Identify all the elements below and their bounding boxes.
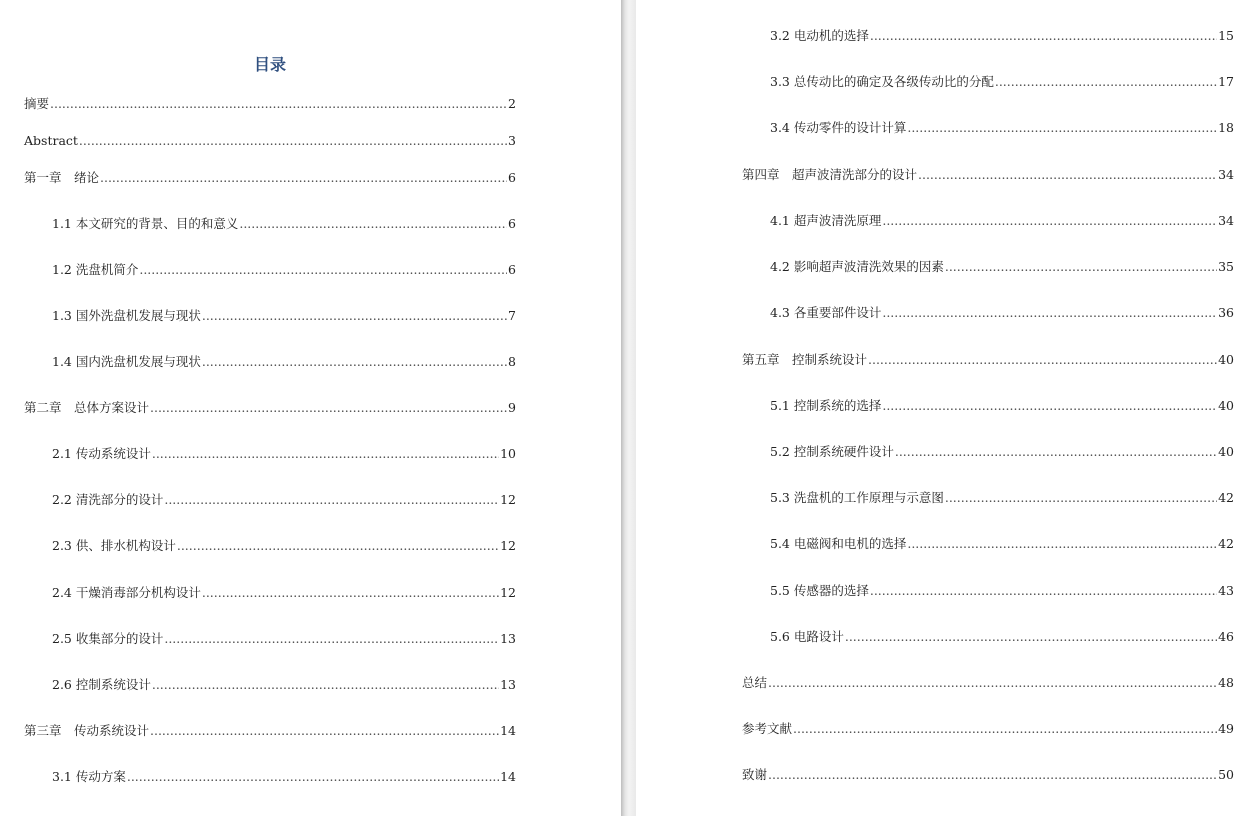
toc-entry-text: 5.3 洗盘机的工作原理与示意图: [770, 490, 944, 505]
toc-entry-page: 12: [500, 492, 516, 507]
toc-leader: [239, 216, 507, 232]
toc-entry-text: 第五章 控制系统设计: [742, 352, 868, 367]
toc-entry[interactable]: [770, 398, 1234, 414]
toc-entry-page: 8: [508, 354, 516, 369]
toc-entry[interactable]: [770, 583, 1234, 599]
toc-entry-page: 43: [1218, 583, 1234, 598]
toc-entry-text: 致谢: [742, 767, 768, 782]
toc-entry-page: 9: [508, 400, 516, 415]
toc-leader: [152, 677, 499, 693]
toc-leader: [845, 629, 1217, 645]
toc-entry[interactable]: [52, 631, 516, 647]
toc-entry-page: 15: [1218, 28, 1234, 43]
toc-leader: [907, 536, 1217, 552]
toc-entry-page: 17: [1218, 74, 1234, 89]
toc-entry-text: 2.2 清洗部分的设计: [52, 492, 164, 507]
toc-entry-text: 5.1 控制系统的选择: [770, 398, 882, 413]
toc-entry[interactable]: [742, 721, 1234, 737]
toc-entry[interactable]: [770, 444, 1234, 460]
toc-entry[interactable]: [24, 96, 516, 112]
toc-entry[interactable]: [742, 167, 1234, 183]
toc-entry-text: 5.5 传感器的选择: [770, 583, 869, 598]
toc-entry[interactable]: [742, 767, 1234, 783]
toc-leader: [177, 538, 499, 554]
toc-entry-page: 3: [508, 133, 516, 148]
toc-entry-text: 1.2 洗盘机简介: [52, 262, 139, 277]
page-right: [636, 0, 1238, 816]
toc-entry-text: 总结: [742, 675, 768, 690]
toc-entry[interactable]: [52, 216, 516, 232]
toc-entry-text: 3.2 电动机的选择: [770, 28, 869, 43]
toc-entry-page: 13: [500, 677, 516, 692]
toc-entry[interactable]: [52, 446, 516, 462]
toc-leader: [882, 213, 1217, 229]
toc-entry-text: 3.1 传动方案: [52, 769, 126, 784]
toc-entry[interactable]: [52, 677, 516, 693]
toc-leader: [870, 28, 1217, 44]
toc-leader: [870, 583, 1217, 599]
toc-entry-text: 5.4 电磁阀和电机的选择: [770, 536, 907, 551]
toc-entry[interactable]: [770, 213, 1234, 229]
toc-entry[interactable]: [770, 629, 1234, 645]
toc-entry[interactable]: [52, 354, 516, 370]
toc-entry-text: 1.3 国外洗盘机发展与现状: [52, 308, 201, 323]
toc-entry-page: 42: [1218, 490, 1234, 505]
toc-entry-page: 14: [500, 769, 516, 784]
toc-entry-text: 第三章 传动系统设计: [24, 723, 150, 738]
toc-leader: [768, 675, 1217, 691]
toc-entry-page: 35: [1218, 259, 1234, 274]
toc-entry-page: 46: [1218, 629, 1234, 644]
toc-leader: [895, 444, 1217, 460]
toc-entry-page: 2: [508, 96, 516, 111]
toc-entry-page: 48: [1218, 675, 1234, 690]
toc-entry[interactable]: [52, 769, 516, 785]
toc-leader: [164, 631, 499, 647]
toc-entry[interactable]: [770, 120, 1234, 136]
toc-entry[interactable]: [24, 400, 516, 416]
toc-entry[interactable]: [52, 262, 516, 278]
toc-leader: [150, 400, 507, 416]
toc-entry[interactable]: [770, 490, 1234, 506]
toc-entry[interactable]: [24, 723, 516, 739]
toc-entry-text: 4.1 超声波清洗原理: [770, 213, 882, 228]
toc-leader: [918, 167, 1217, 183]
toc-entry-page: 36: [1218, 305, 1234, 320]
toc-entry-page: 18: [1218, 120, 1234, 135]
toc-entry-page: 42: [1218, 536, 1234, 551]
toc-entry-text: 第二章 总体方案设计: [24, 400, 150, 415]
toc-leader: [995, 74, 1217, 90]
toc-entry-page: 49: [1218, 721, 1234, 736]
toc-leader: [150, 723, 499, 739]
toc-entry-page: 10: [500, 446, 516, 461]
toc-leader: [127, 769, 499, 785]
toc-entry-page: 14: [500, 723, 516, 738]
toc-entry[interactable]: [742, 675, 1234, 691]
toc-entry-text: 1.4 国内洗盘机发展与现状: [52, 354, 201, 369]
toc-entry[interactable]: [52, 538, 516, 554]
toc-entry[interactable]: [24, 170, 516, 186]
toc-entry-page: 40: [1218, 352, 1234, 367]
toc-entry-text: 5.6 电路设计: [770, 629, 844, 644]
toc-entry-text: 第四章 超声波清洗部分的设计: [742, 167, 918, 182]
toc-entry-page: 7: [508, 308, 516, 323]
toc-entry[interactable]: [770, 305, 1234, 321]
toc-leader: [100, 170, 507, 186]
toc-leader: [768, 767, 1217, 783]
toc-leader: [882, 398, 1217, 414]
toc-leader: [139, 262, 507, 278]
toc-entry-page: 40: [1218, 398, 1234, 413]
toc-entry[interactable]: [24, 133, 516, 149]
toc-entry-text: 1.1 本文研究的背景、目的和意义: [52, 216, 239, 231]
toc-leader: [868, 352, 1217, 368]
toc-entry-text: 4.3 各重要部件设计: [770, 305, 882, 320]
toc-entry-page: 40: [1218, 444, 1234, 459]
toc-leader: [50, 96, 507, 112]
toc-leader: [945, 259, 1217, 275]
toc-entry-page: 12: [500, 585, 516, 600]
toc-entry[interactable]: [52, 308, 516, 324]
toc-entry-text: 4.2 影响超声波清洗效果的因素: [770, 259, 944, 274]
toc-entry[interactable]: [742, 352, 1234, 368]
toc-entry-text: 2.6 控制系统设计: [52, 677, 151, 692]
toc-entry-text: 2.5 收集部分的设计: [52, 631, 164, 646]
toc-leader: [793, 721, 1217, 737]
toc-entry-page: 50: [1218, 767, 1234, 782]
toc-entry-page: 34: [1218, 213, 1234, 228]
toc-leader: [79, 133, 507, 149]
toc-entry[interactable]: [52, 585, 516, 601]
toc-entry-page: 6: [508, 170, 516, 185]
toc-entry-page: 34: [1218, 167, 1234, 182]
toc-entry-text: 第一章 绪论: [24, 170, 100, 185]
toc-leader: [907, 120, 1217, 136]
toc-entry-page: 12: [500, 538, 516, 553]
toc-leader: [202, 308, 507, 324]
toc-entry-text: 5.2 控制系统硬件设计: [770, 444, 894, 459]
toc-entry-text: 摘要: [24, 96, 50, 111]
toc-entry[interactable]: [770, 259, 1234, 275]
toc-leader: [202, 585, 499, 601]
toc-entry[interactable]: [770, 28, 1234, 44]
toc-entry-text: 参考文献: [742, 721, 793, 736]
page-gutter: [621, 0, 636, 816]
toc-title: 目录: [253, 55, 286, 74]
toc-leader: [202, 354, 507, 370]
toc-entry-page: 6: [508, 216, 516, 231]
toc-leader: [945, 490, 1217, 506]
toc-leader: [152, 446, 499, 462]
toc-entry[interactable]: [770, 74, 1234, 90]
toc-entry-text: 2.1 传动系统设计: [52, 446, 151, 461]
toc-entry[interactable]: [52, 492, 516, 508]
toc-entry-text: 2.3 供、排水机构设计: [52, 538, 176, 553]
toc-entry-text: 3.4 传动零件的设计计算: [770, 120, 907, 135]
toc-entry-text: 3.3 总传动比的确定及各级传动比的分配: [770, 74, 994, 89]
toc-entry-text: 2.4 干燥消毒部分机构设计: [52, 585, 201, 600]
toc-entry-text: Abstract: [24, 133, 78, 148]
toc-leader: [164, 492, 499, 508]
toc-entry-page: 13: [500, 631, 516, 646]
toc-entry-page: 6: [508, 262, 516, 277]
toc-entry[interactable]: [770, 536, 1234, 552]
toc-leader: [882, 305, 1217, 321]
